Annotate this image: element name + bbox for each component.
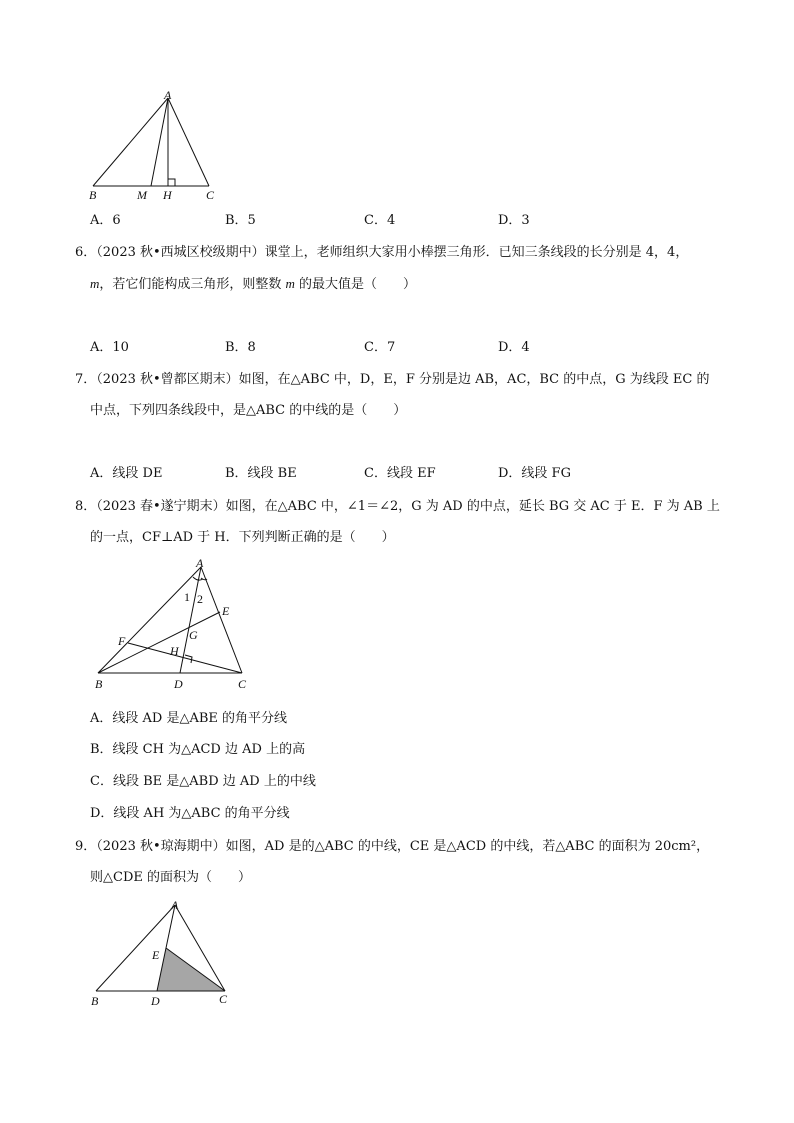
q5-option-d[interactable]: D．3 xyxy=(498,213,530,228)
q8-option-a[interactable]: A．线段 AD 是△ABE 的角平分线 xyxy=(90,711,288,726)
label-2: 2 xyxy=(197,592,203,606)
label-e: E xyxy=(152,948,160,962)
q8-option-b[interactable]: B．线段 CH 为△ACD 边 AD 上的高 xyxy=(90,742,306,757)
q5-option-c[interactable]: C．4 xyxy=(364,213,396,228)
q6-option-a[interactable]: A．10 xyxy=(90,340,129,355)
label-a: A xyxy=(171,898,179,912)
label-e: E xyxy=(222,604,230,618)
label-h: H xyxy=(163,188,172,202)
q7-line1: 7．（2023 秋•曾都区期末）如图，在△ABC 中，D，E，F 分别是边 AB，AC，BC 的中点，G 为线段 EC 的 xyxy=(75,372,710,387)
label-h: H xyxy=(170,644,179,658)
q9-line1: 9．（2023 秋•琼海期中）如图，AD 是的△ABC 的中线，CE 是△ACD 的中线，若△ABC 的面积为 20cm²， xyxy=(75,839,710,854)
q8-option-c[interactable]: C．线段 BE 是△ABD 边 AD 上的中线 xyxy=(90,774,316,789)
label-m: M xyxy=(137,188,147,202)
q7-option-b[interactable]: B．线段 BE xyxy=(225,466,297,481)
q8-line2: 的一点，CF⊥AD 于 H．下列判断正确的是（ ） xyxy=(90,530,395,545)
q7-option-a[interactable]: A．线段 DE xyxy=(90,466,163,481)
q9-line2: 则△CDE 的面积为（ ） xyxy=(90,870,251,885)
q6-option-c[interactable]: C．7 xyxy=(364,340,396,355)
q6-line1: 6．（2023 秋•西城区校级期中）课堂上，老师组织大家用小棒摆三角形．已知三条线段的长分别是 4，4， xyxy=(75,245,689,260)
q8-figure xyxy=(88,555,258,695)
label-d: D xyxy=(174,677,183,691)
shaded-triangle-cde xyxy=(157,948,225,991)
label-c: C xyxy=(238,677,247,691)
q5-figure xyxy=(85,90,225,205)
q8-option-d[interactable]: D．线段 AH 为△ABC 的角平分线 xyxy=(90,806,290,821)
q6-option-b[interactable]: B．8 xyxy=(225,340,256,355)
label-c: C xyxy=(206,188,215,202)
label-a: A xyxy=(196,556,204,570)
q8-line1: 8．（2023 春•遂宁期末）如图，在△ABC 中，∠1＝∠2，G 为 AD 的中点，延长 BG 交 AC 于 E．F 为 AB 上 xyxy=(75,499,720,514)
var-m-2: m xyxy=(285,276,295,291)
q6-line2-mid: ，若它们能构成三角形，则整数 xyxy=(99,277,286,292)
label-d: D xyxy=(151,994,160,1008)
q7-option-c[interactable]: C．线段 EF xyxy=(364,466,436,481)
label-b: B xyxy=(95,677,103,691)
label-b: B xyxy=(89,188,97,202)
var-m: m xyxy=(90,276,100,291)
q7-option-d[interactable]: D．线段 FG xyxy=(498,466,571,481)
label-b: B xyxy=(91,994,99,1008)
q6-line2 xyxy=(90,273,416,292)
label-a: A xyxy=(164,90,172,102)
label-1: 1 xyxy=(184,590,190,604)
q9-figure xyxy=(88,895,248,1010)
label-g: G xyxy=(189,628,198,642)
q5-option-b[interactable]: B．5 xyxy=(225,213,256,228)
q7-line2: 中点，下列四条线段中，是△ABC 的中线的是（ ） xyxy=(90,403,407,418)
q6-option-d[interactable]: D．4 xyxy=(498,340,530,355)
label-c: C xyxy=(219,992,228,1006)
q6-line2-post: 的最大值是（ ） xyxy=(294,277,417,292)
label-f: F xyxy=(118,634,126,648)
q5-option-a[interactable]: A．6 xyxy=(90,213,121,228)
